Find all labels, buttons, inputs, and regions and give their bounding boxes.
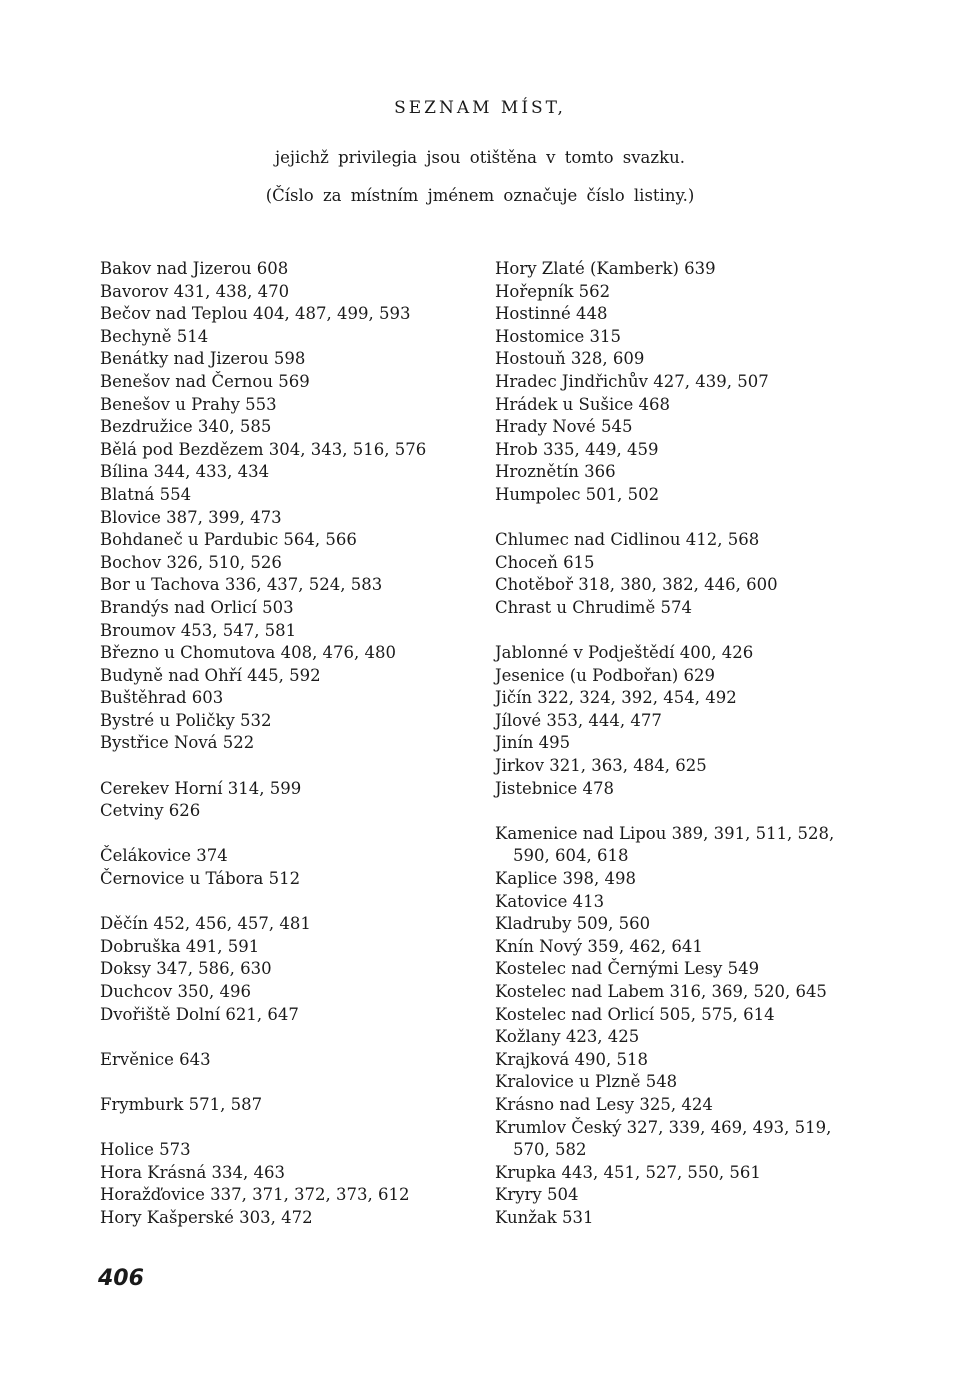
group-gap (100, 1026, 480, 1049)
index-entry: Frymburk 571, 587 (100, 1094, 263, 1114)
index-entry: Jičín 322, 324, 392, 454, 492 (495, 688, 737, 708)
group-gap (495, 800, 895, 823)
index-column-right (495, 258, 895, 1230)
index-entry: Kostelec nad Labem 316, 369, 520, 645 (495, 982, 827, 1001)
index-entry: Hostomice 315 (495, 326, 622, 346)
index-entry: Jesenice (u Podbořan) 629 (495, 665, 716, 685)
index-entry: Bakov nad Jizerou 608 (100, 259, 289, 278)
index-entry: Jílové 353, 444, 477 (495, 710, 662, 730)
index-entry: Bělá pod Bezdězem 304, 343, 516, 576 (100, 439, 427, 459)
index-entry: Březno u Chomutova 408, 476, 480 (100, 643, 397, 663)
index-entry: Hrádek u Sušice 468 (495, 394, 670, 414)
index-entry: Kladruby 509, 560 (495, 914, 651, 934)
index-entry: Hrob 335, 449, 459 (495, 439, 659, 459)
index-entry: Ervěnice 643 (100, 1049, 211, 1069)
index-entry: Jinín 495 (495, 733, 571, 753)
index-entry: Budyně nad Ohří 445, 592 (100, 665, 321, 685)
index-entry: Choceň 615 (495, 552, 595, 572)
index-entry: Bechyně 514 (100, 326, 209, 346)
index-entry: Kryry 504 (495, 1185, 579, 1205)
index-entry: Benešov nad Černou 569 (100, 371, 310, 391)
index-entry: Bezdružice 340, 585 (100, 417, 272, 437)
group-gap (495, 620, 895, 643)
index-entry: Jistebnice 478 (495, 778, 614, 798)
index-entry: Hory Kašperské 303, 472 (100, 1207, 313, 1227)
page-title: SEZNAM MÍST, (394, 98, 566, 118)
index-entry: Hradec Jindřichův 427, 439, 507 (495, 371, 769, 391)
index-entry: Doksy 347, 586, 630 (100, 959, 272, 979)
index-entry: Kostelec nad Černými Lesy 549 (495, 959, 760, 979)
index-entry-continuation: 590, 604, 618 (513, 846, 629, 866)
index-entry: Cetviny 626 (100, 801, 201, 821)
index-entry: Knín Nový 359, 462, 641 (495, 936, 703, 956)
index-entry: Horažďovice 337, 371, 372, 373, 612 (100, 1185, 410, 1205)
group-gap (100, 1071, 480, 1094)
index-entry: Jablonné v Podještědí 400, 426 (495, 643, 754, 663)
index-entry: Dvořiště Dolní 621, 647 (100, 1004, 299, 1024)
index-entry: Broumov 453, 547, 581 (100, 620, 297, 640)
index-entry: Duchcov 350, 496 (100, 982, 251, 1001)
index-entry: Blovice 387, 399, 473 (100, 507, 282, 527)
index-entry: Humpolec 501, 502 (495, 484, 660, 504)
index-entry: Bystré u Poličky 532 (100, 710, 272, 730)
index-entry: Hroznětín 366 (495, 462, 616, 482)
index-entry: Holice 573 (100, 1140, 191, 1160)
index-entry: Brandýs nad Orlicí 503 (100, 597, 294, 617)
index-column-left (100, 258, 480, 1230)
page-number: 406 (98, 1266, 144, 1291)
index-entry: Krásno nad Lesy 325, 424 (495, 1094, 713, 1114)
index-entry: Hory Zlaté (Kamberk) 639 (495, 259, 716, 278)
index-entry: Hrady Nové 545 (495, 417, 633, 437)
index-entry: Kamenice nad Lipou 389, 391, 511, 528, (495, 823, 835, 843)
index-entry: Benátky nad Jizerou 598 (100, 349, 306, 369)
index-entry: Kostelec nad Orlicí 505, 575, 614 (495, 1004, 775, 1024)
index-entry-continuation: 570, 582 (513, 1140, 587, 1160)
index-entry: Bor u Tachova 336, 437, 524, 583 (100, 575, 383, 595)
index-entry: Krupka 443, 451, 527, 550, 561 (495, 1162, 761, 1182)
index-entry: Bečov nad Teplou 404, 487, 499, 593 (100, 304, 411, 324)
index-entry: Benešov u Prahy 553 (100, 394, 277, 414)
index-entry: Kaplice 398, 498 (495, 869, 637, 889)
index-entry: Kralovice u Plzně 548 (495, 1072, 678, 1092)
index-entry: Dobruška 491, 591 (100, 936, 260, 956)
group-gap (100, 1117, 480, 1140)
index-entry: Čelákovice 374 (100, 846, 228, 866)
index-entry: Kunžak 531 (495, 1207, 594, 1227)
index-entry: Hostinné 448 (495, 304, 608, 324)
page-subtitle-note: (Číslo za místním jménem označuje číslo listiny.) (265, 186, 695, 205)
index-entry: Bystřice Nová 522 (100, 733, 255, 753)
index-entry: Cerekev Horní 314, 599 (100, 778, 302, 798)
index-entry: Černovice u Tábora 512 (100, 869, 301, 889)
index-entry: Buštěhrad 603 (100, 688, 224, 708)
index-entry: Jirkov 321, 363, 484, 625 (495, 756, 707, 776)
index-entry: Bochov 326, 510, 526 (100, 552, 282, 572)
index-entry: Krumlov Český 327, 339, 469, 493, 519, (495, 1117, 832, 1137)
index-entry: Bílina 344, 433, 434 (100, 462, 270, 482)
index-entry: Hořepník 562 (495, 281, 611, 301)
group-gap (100, 891, 480, 914)
index-entry: Chotěboř 318, 380, 382, 446, 600 (495, 575, 778, 595)
index-entry: Katovice 413 (495, 891, 605, 911)
index-entry: Krajková 490, 518 (495, 1049, 648, 1069)
page-subtitle: jejichž privilegia jsou otištěna v tomto svazku. (275, 148, 685, 167)
index-entry: Chlumec nad Cidlinou 412, 568 (495, 530, 760, 550)
group-gap (100, 823, 480, 846)
index-entry: Děčín 452, 456, 457, 481 (100, 914, 311, 934)
group-gap (100, 755, 480, 778)
group-gap (495, 507, 895, 530)
index-entry: Bavorov 431, 438, 470 (100, 281, 290, 301)
index-entry: Blatná 554 (100, 484, 192, 504)
index-entry: Hora Krásná 334, 463 (100, 1162, 285, 1182)
index-entry: Hostouň 328, 609 (495, 349, 645, 369)
index-entry: Chrast u Chrudimě 574 (495, 597, 692, 617)
index-entry: Kožlany 423, 425 (495, 1027, 640, 1047)
index-entry: Bohdaneč u Pardubic 564, 566 (100, 530, 357, 550)
